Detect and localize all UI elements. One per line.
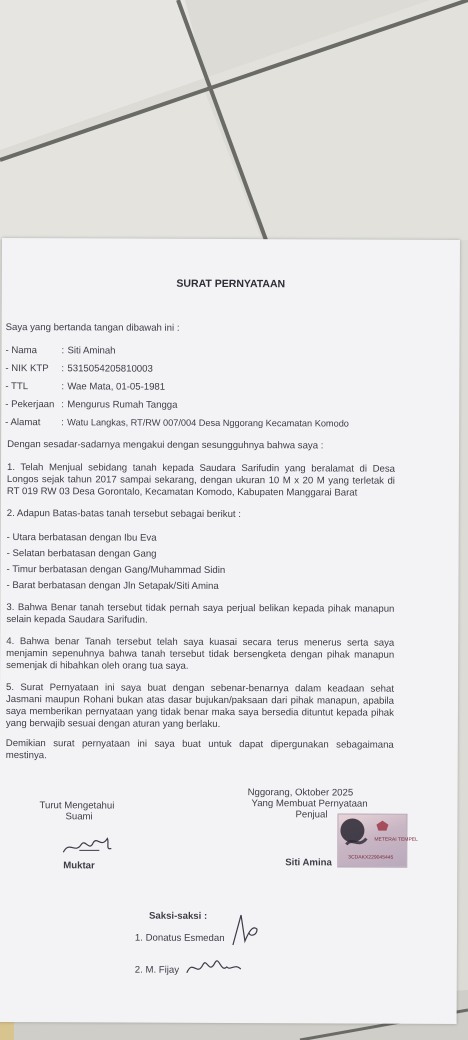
husband-name: Muktar	[63, 860, 95, 872]
border-item-north: - Utara berbatasan dengan Ibu Eva	[6, 532, 157, 544]
border-item-east: - Timur berbatasan dengan Gang/Muhammad Sidin	[6, 564, 226, 576]
statement-point-5: 5. Surat Pernyataan ini saya buat dengan sebenar-benarnya dalam keadaan sehat Jasmani maupun Rohani bukan atas dasar bujukan/paksaan dari pihak manapun, apabila saya memberikan pernyataan yang tidak benar maka saya bersedia dituntut kepada pihak yang berwajib sesuai dengan aturan yang berlaku.	[5, 682, 395, 730]
field-value-ttl: Wae Mata, 01-05-1981	[67, 381, 166, 393]
intro-text: Saya yang bertanda tangan dibawah ini :	[5, 322, 180, 334]
border-item-south: - Selatan berbatasan dengan Gang	[6, 548, 157, 560]
field-label-ttl: - TTL	[5, 381, 29, 393]
border-item-west: - Barat berbatasan dengan Jln Setapak/Siti Amina	[6, 580, 219, 592]
seller-name: Siti Amina	[285, 857, 332, 869]
witness-1-signature	[227, 911, 261, 951]
witness-2: 2. M. Fijay	[134, 964, 180, 976]
field-colon: :	[61, 381, 65, 393]
witnesses-heading: Saksi-saksi :	[149, 910, 208, 922]
seller-role: Penjual	[295, 809, 328, 821]
document-sheet	[0, 238, 460, 1024]
field-label-alamat: - Alamat	[5, 417, 41, 429]
field-value-alamat: Watu Langkas, RT/RW 007/004 Desa Nggorang Kecamatan Komodo	[67, 417, 349, 429]
statement-point-3: 3. Bahwa Benar tanah tersebut tidak pernah saya perjual belikan kepada pihak manapun selain kepada Saudara Sarifudin.	[6, 602, 395, 626]
declaration-text: Dengan sesadar-sadarnya mengakui dengan sesungguhnya bahwa saya :	[7, 439, 324, 452]
statement-point-1: 1. Telah Menjual sebidang tanah kepada Saudara Sarifudin yang beralamat di Desa Longos sejak tahun 2017 sampai sekarang, dengan ukuran 10 M x 20 M yang terletak di RT 019 RW 03 Desa Gorontalo, Kecamatan Komodo, Kabupaten Manggarai Barat	[6, 462, 396, 499]
closing-text: Demikian surat pernyataan ini saya buat untuk dapat dipergunakan sebagaimana mestinya.	[5, 738, 394, 762]
field-label-nama: - Nama	[5, 345, 37, 357]
statement-point-2: 2. Adapun Batas-batas tanah tersebut sebagai berikut :	[6, 508, 241, 521]
document-title: SURAT PERNYATAAN	[176, 277, 286, 291]
field-value-pekerjaan: Mengurus Rumah Tangga	[67, 399, 178, 411]
duty-stamp	[337, 813, 418, 867]
witness-2-signature	[185, 949, 245, 981]
field-colon: :	[61, 417, 64, 429]
witness-husband-title: Turut Mengetahui	[39, 800, 115, 812]
field-label-nik: - NIK KTP	[5, 363, 49, 375]
maker-title: Yang Membuat Pernyataan	[251, 798, 368, 810]
field-colon: :	[61, 399, 64, 411]
field-colon: :	[61, 363, 65, 375]
witness-1: 1. Donatus Esmedan	[134, 932, 225, 944]
field-value-nik: 5315054205810003	[67, 363, 153, 375]
field-colon: :	[61, 345, 65, 357]
husband-role: Suami	[65, 811, 93, 823]
field-value-nama: Siti Aminah	[67, 345, 116, 357]
statement-point-4: 4. Bahwa benar Tanah tersebut telah saya kuasai secara terus menerus serta saya menjamin sepenuhnya bahwa tanah tersebut tidak bersengketa dengan pihak manapun semenjak di hibahkan oleh orang tua saya.	[6, 636, 395, 672]
stamp-label: METERAI TEMPEL	[374, 836, 418, 843]
stamp-serial: 3CDAKX229045445	[348, 854, 394, 861]
field-label-pekerjaan: - Pekerjaan	[5, 399, 55, 411]
place-date: Nggorang, Oktober 2025	[247, 787, 354, 799]
husband-signature	[59, 830, 119, 860]
